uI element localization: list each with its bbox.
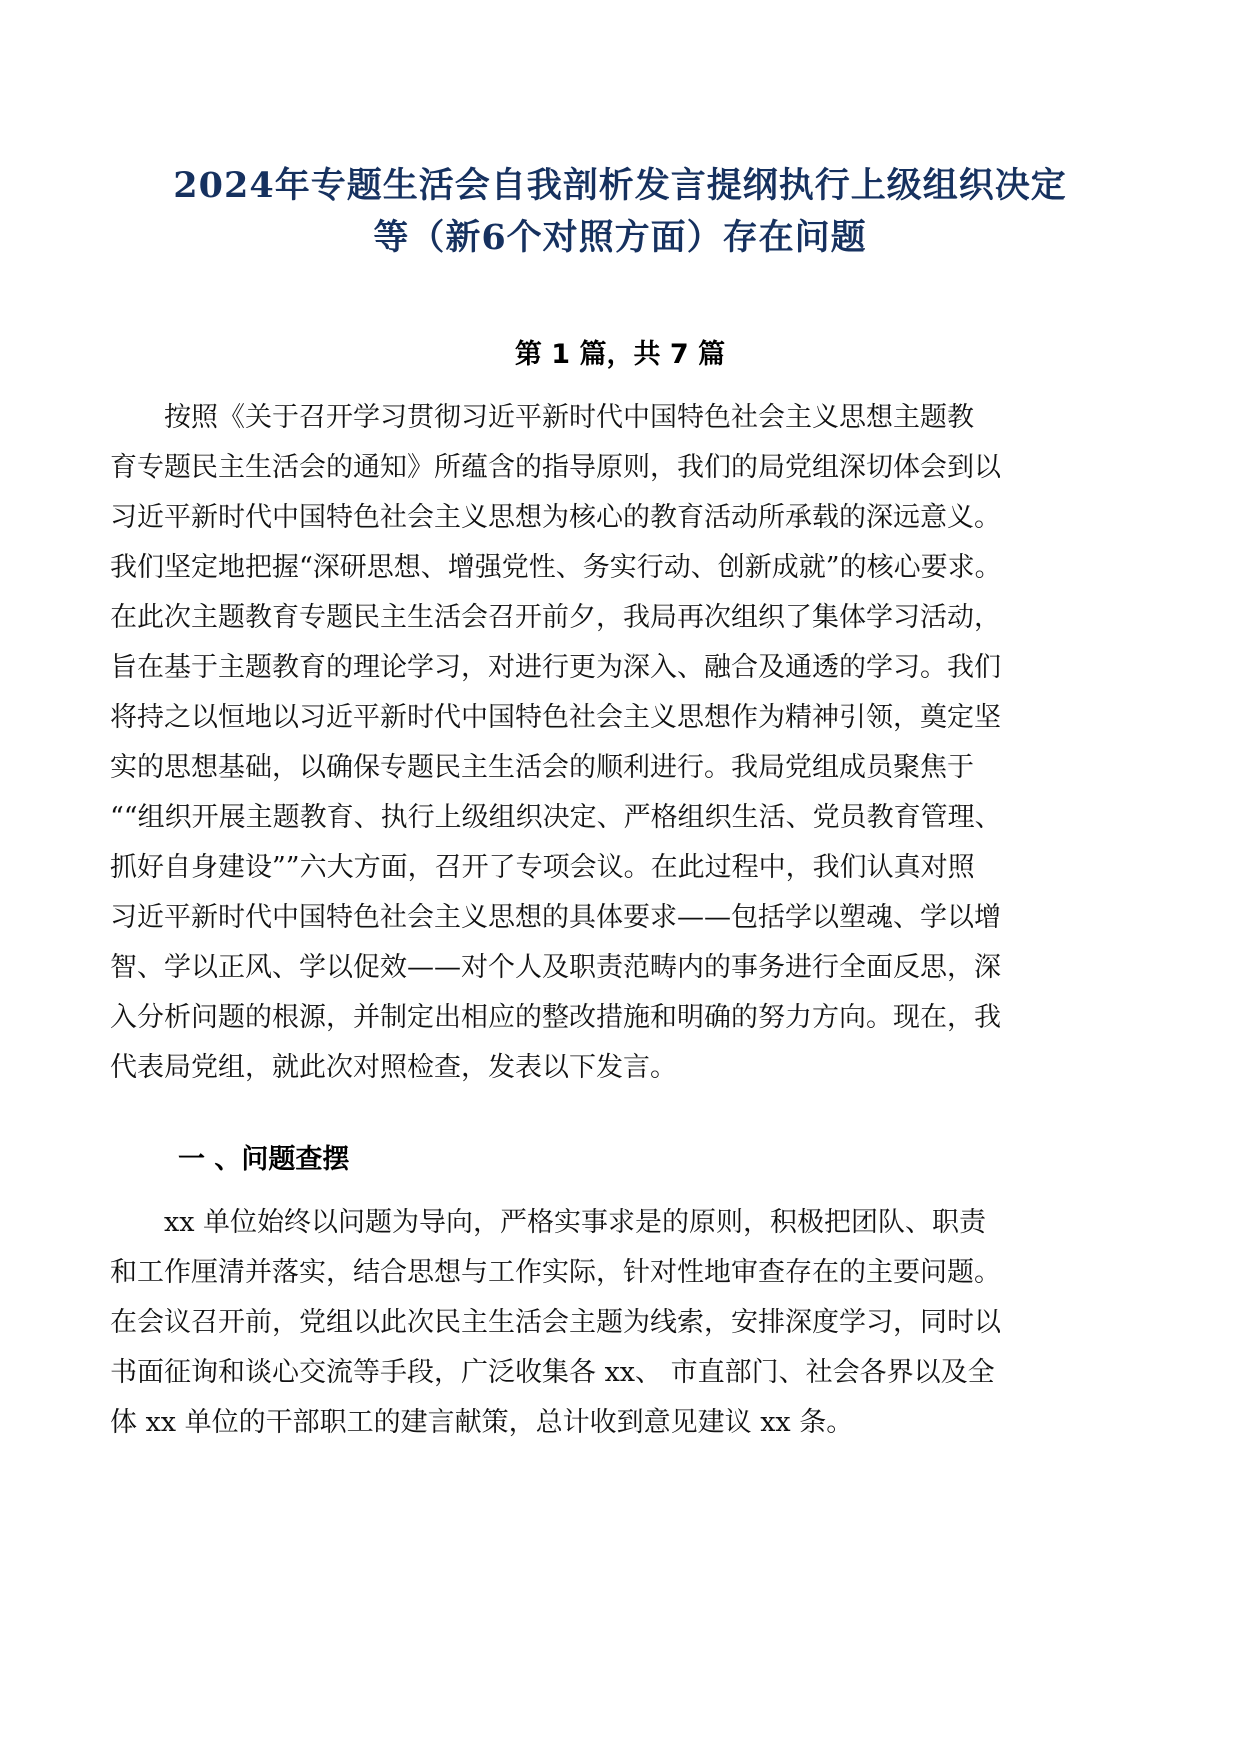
paragraph-line: 智、学以正风、学以促效——对个人及职责范畴内的事务进行全面反思，深 <box>110 952 1001 983</box>
paragraph-line: ““组织开展主题教育、执行上级组织决定、严格组织生活、党员教育管理、 <box>110 802 1002 833</box>
intro-paragraph <box>110 393 1140 1093</box>
paragraph-line: 习近平新时代中国特色社会主义思想为核心的教育活动所承载的深远意义。 <box>110 502 1001 533</box>
section-heading: 一 、问题查摆 <box>178 1144 350 1175</box>
section-paragraph <box>110 1198 1140 1448</box>
paragraph-line: 在此次主题教育专题民主生活会召开前夕，我局再次组织了集体学习活动， <box>110 602 1001 633</box>
paragraph-line: 书面征询和谈心交流等手段，广泛收集各 xx、 市直部门、社会各界以及全 <box>110 1357 995 1388</box>
title-line-1: 2024年专题生活会自我剖析发言提纲执行上级组织决定 <box>173 165 1067 206</box>
paragraph-line: xx 单位始终以问题为导向，严格实事求是的原则，积极把团队、职责 <box>110 1207 987 1238</box>
paragraph-line: 体 xx 单位的干部职工的建言献策，总计收到意见建议 xx 条。 <box>110 1407 854 1438</box>
paragraph-line: 抓好自身建设””六大方面，召开了专项会议。在此过程中，我们认真对照 <box>110 852 975 883</box>
title-line-2: 等（新6个对照方面）存在问题 <box>373 217 867 258</box>
paragraph-line: 和工作厘清并落实，结合思想与工作实际，针对性地审查存在的主要问题。 <box>110 1257 1001 1288</box>
paragraph-line: 入分析问题的根源，并制定出相应的整改措施和明确的努力方向。现在，我 <box>110 1002 1001 1033</box>
paragraph-line: 代表局党组，就此次对照检查，发表以下发言。 <box>110 1052 677 1083</box>
document-title <box>100 160 1140 264</box>
paragraph-line: 我们坚定地把握“深研思想、增强党性、务实行动、创新成就”的核心要求。 <box>110 552 1002 583</box>
paragraph-line: 实的思想基础，以确保专题民主生活会的顺利进行。我局党组成员聚焦于 <box>110 752 974 783</box>
paragraph-line: 按照《关于召开学习贯彻习近平新时代中国特色社会主义思想主题教 <box>110 402 974 433</box>
paragraph-line: 在会议召开前，党组以此次民主生活会主题为线索，安排深度学习，同时以 <box>110 1307 1001 1338</box>
paragraph-line: 将持之以恒地以习近平新时代中国特色社会主义思想作为精神引领，奠定坚 <box>110 702 1001 733</box>
paragraph-line: 育专题民主生活会的通知》所蕴含的指导原则，我们的局党组深切体会到以 <box>110 452 1001 483</box>
paragraph-line: 旨在基于主题教育的理论学习，对进行更为深入、融合及通透的学习。我们 <box>110 652 1001 683</box>
part-heading: 第 1 篇，共 7 篇 <box>514 339 726 370</box>
paragraph-line: 习近平新时代中国特色社会主义思想的具体要求——包括学以塑魂、学以增 <box>110 902 1001 933</box>
